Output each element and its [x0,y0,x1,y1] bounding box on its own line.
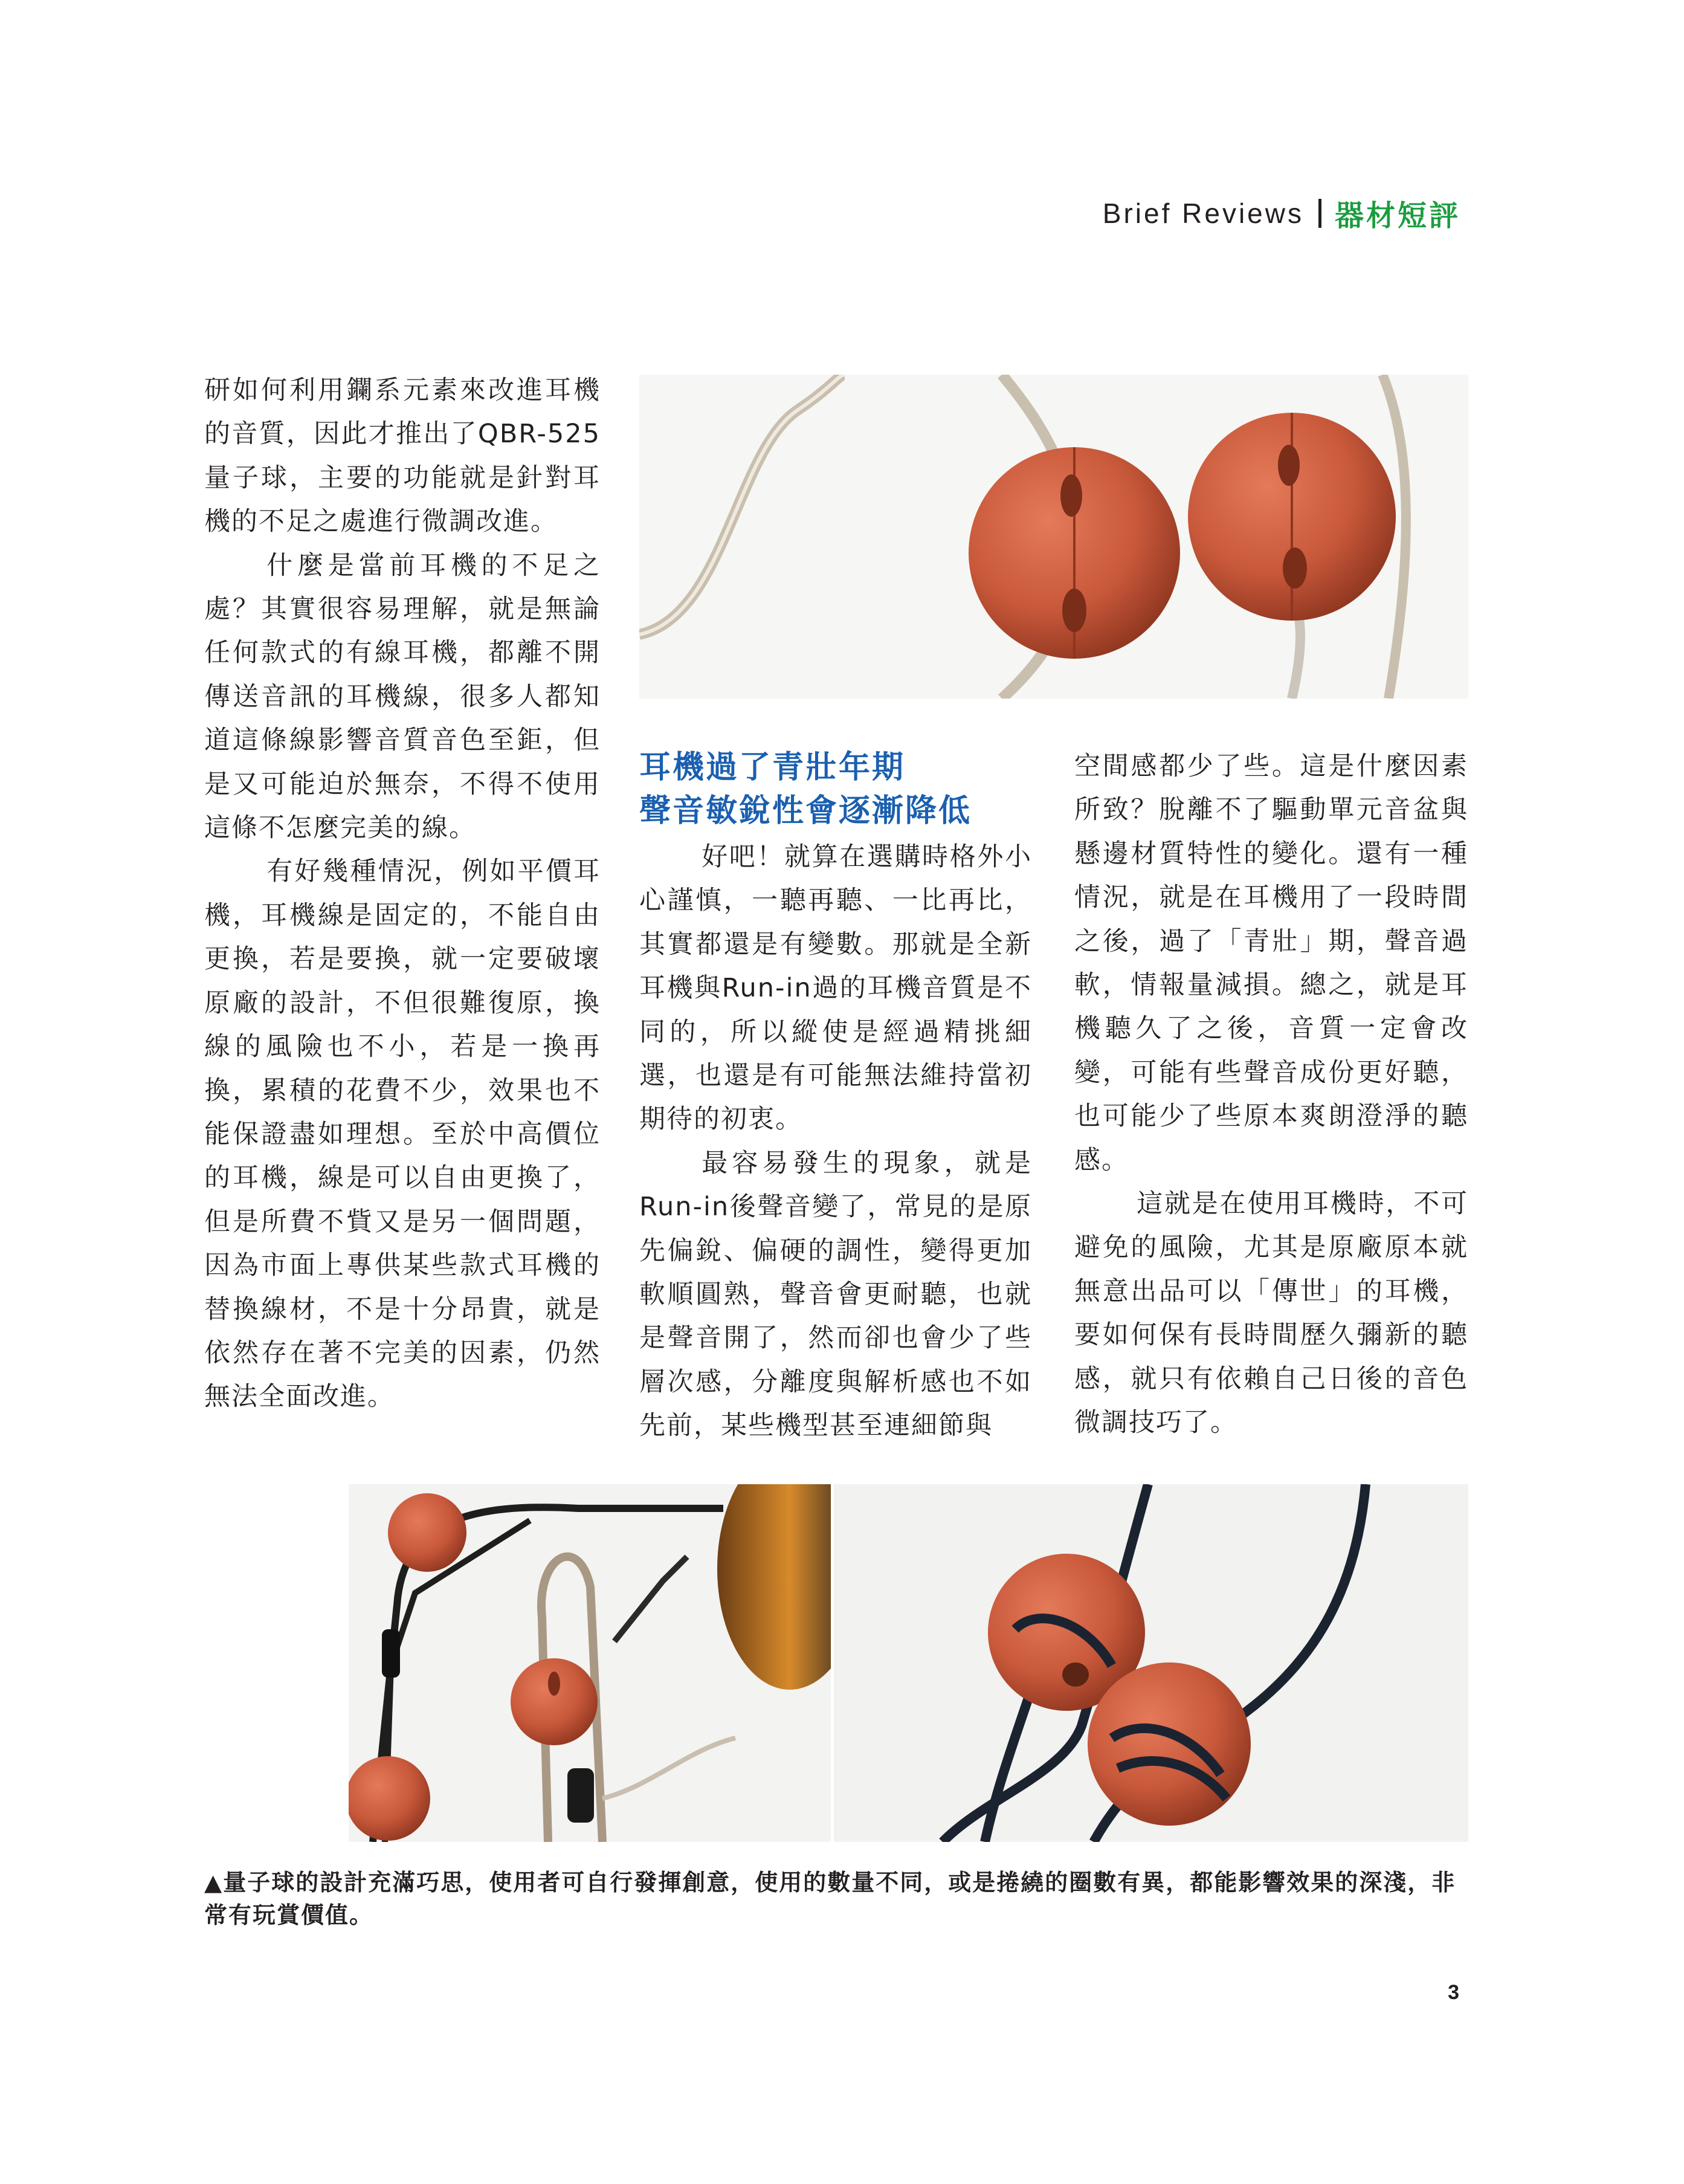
paragraph: 好吧！就算在選購時格外小心謹慎，一聽再聽、一比再比，其實都還是有變數。那就是全新耳機與Run-in過的耳機音質是不同的，所以縱使是經過精挑細選，也還是有可能無法維持當初期待的初衷。 [639,842,1032,1135]
article-column-1 [204,369,601,1419]
section-title-en: Brief Reviews [1102,197,1304,229]
paragraph: 空間感都少了些。這是什麼因素所致？脫離不了驅動單元音盆與懸邊材質特性的變化。還有一種情況，就是在耳機用了一段時間之後，過了「青壯」期，聲音過軟，情報量減損。總之，就是耳機聽久了之後，音質一定會改變，可能有些聲音成份更好聽，也可能少了些原本爽朗澄淨的聽感。 [1074,751,1468,1175]
section-subheading [639,746,1032,833]
paragraph: 研如何利用鑭系元素來改進耳機的音質，因此才推出了QBR-525量子球，主要的功能就是針對耳機的不足之處進行微調改進。 [204,375,601,537]
photo-caption: ▲量子球的設計充滿巧思，使用者可自行發揮創意，使用的數量不同，或是捲繞的圈數有異，都能影響效果的深淺，非常有玩賞價值。 [204,1869,1456,1928]
article-column-3 [1074,745,1468,1445]
paragraph: 最容易發生的現象，就是Run-in後聲音變了，常見的是原先偏銳、偏硬的調性，變得更加軟順圓熟，聲音會更耐聽，也就是聲音開了，然而卻也會少了些層次感，分離度與解析感也不如先前，某些機型甚至連細節與 [639,1148,1032,1441]
header-divider [1318,199,1321,228]
paragraph: 有好幾種情況，例如平價耳機，耳機線是固定的，不能自由更換，若是要換，就一定要破壞原廠的設計，不但很難復原，換線的風險也不小，若是一換再換，累積的花費不少，效果也不能保證盡如理想。至於中高價位的耳機，線是可以自由更換了，但是所費不貲又是另一個問題，因為市面上專供某些款式耳機的替換線材，不是十分昂貴，就是依然存在著不完美的因素，仍然無法全面改進。 [204,856,601,1412]
page-number: 3 [1448,1981,1459,2004]
subheading-line-1: 耳機過了青壯年期 [639,749,906,786]
photo-quantum-balls-on-cable [639,375,1468,699]
subheading-line-2: 聲音敏銳性會逐漸降低 [639,793,972,829]
paragraph: 什麼是當前耳機的不足之處？其實很容易理解，就是無論任何款式的有線耳機，都離不開傳送音訊的耳機線，很多人都知道這條線影響音質音色至鉅，但是又可能迫於無奈，不得不使用這條不怎麼完美的線。 [204,550,601,844]
running-header [1103,192,1460,234]
paragraph: 這就是在使用耳機時，不可避免的風險，尤其是原廠原本就無意出品可以「傳世」的耳機，要如何保有長時間歷久彌新的聽感，就只有依賴自己日後的音色微調技巧了。 [1074,1189,1468,1438]
photo-balls-on-headphone-cables [349,1484,831,1842]
article-column-2 [639,835,1032,1448]
photo-balls-wrapped-on-black-cable [834,1484,1468,1842]
section-title-zh: 器材短評 [1334,199,1460,233]
